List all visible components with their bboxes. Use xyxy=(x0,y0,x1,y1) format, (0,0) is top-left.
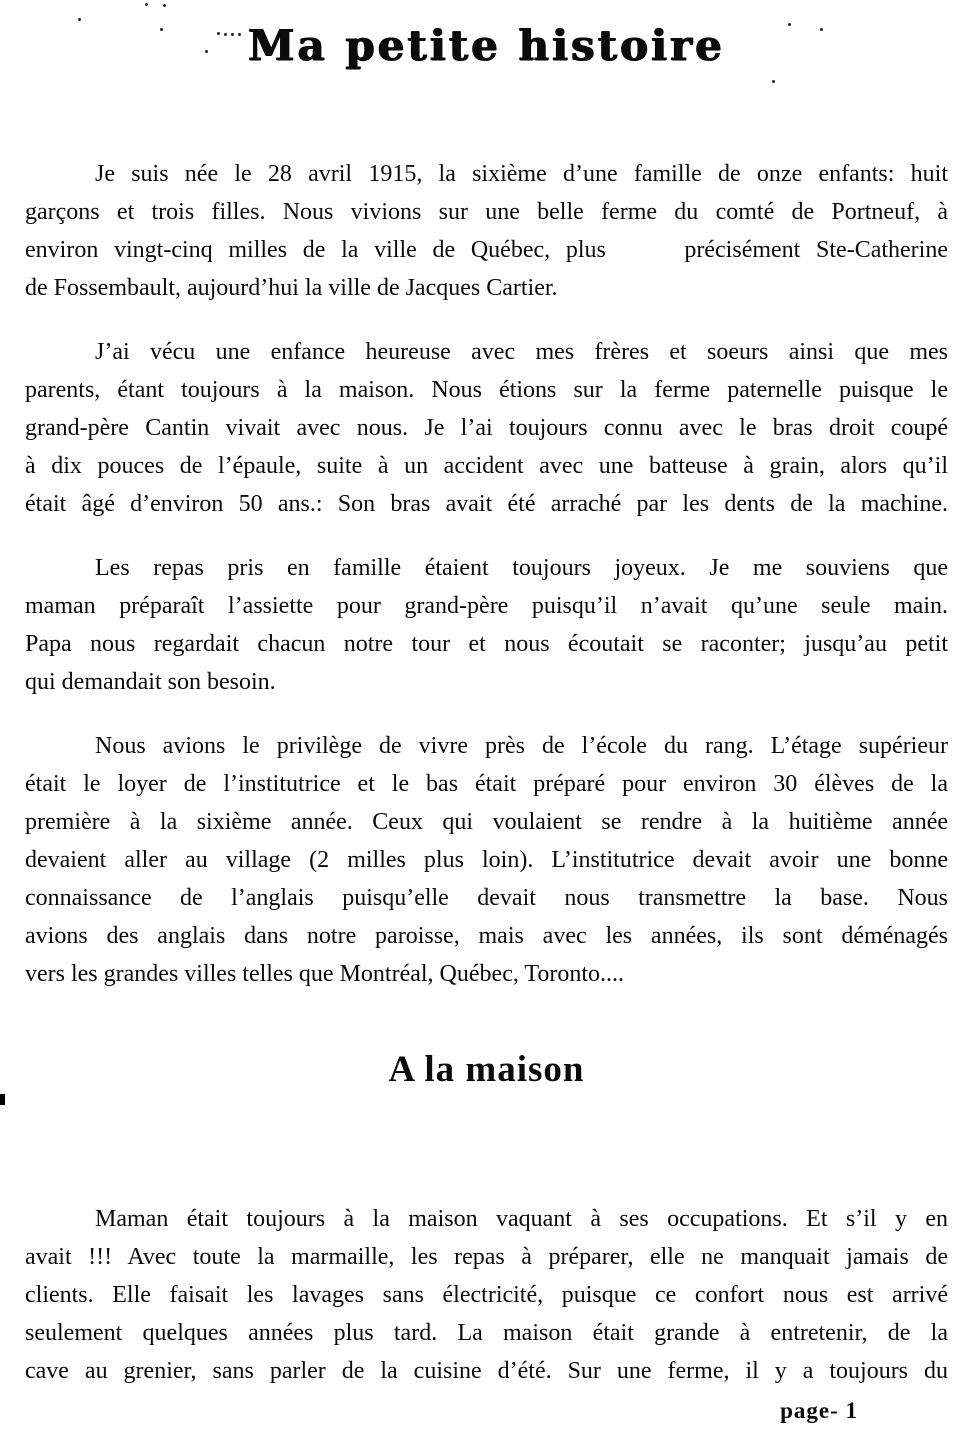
text-line: garçons et trois filles. Nous vivions sur une belle ferme du comté de Portneuf, à xyxy=(25,199,948,225)
page-number: page- 1 xyxy=(780,1398,858,1423)
document-content xyxy=(25,0,948,1416)
text-line: seulement quelques années plus tard. La maison était grande à entretenir, de la xyxy=(25,1320,948,1346)
text-line: qui demandait son besoin. xyxy=(25,669,276,695)
text-line: de Fossembault, aujourd’hui la ville de Jacques Cartier. xyxy=(25,275,558,301)
text-line: première à la sixième année. Ceux qui voulaient se rendre à la huitième année xyxy=(25,809,948,835)
text-line: Je suis née le 28 avril 1915, la sixième d’une famille de onze enfants: huit xyxy=(95,161,948,187)
text-line: grand-père Cantin vivait avec nous. Je l’ai toujours connu avec le bras droit coupé xyxy=(25,415,948,441)
text-line: avait !!! Avec toute la marmaille, les repas à préparer, elle ne manquait jamais de xyxy=(25,1244,948,1270)
section-heading: A la maison xyxy=(388,1049,585,1090)
text-line: environ vingt-cinq milles de la ville de Québec, plus précisément Ste-Catherine xyxy=(25,237,948,263)
text-line: J’ai vécu une enfance heureuse avec mes frères et soeurs ainsi que mes xyxy=(95,339,948,365)
text-line: devaient aller au village (2 milles plus loin). L’institutrice devait avoir une bonne xyxy=(25,847,948,873)
paragraph xyxy=(25,333,948,523)
document-title: Ma petite histoire xyxy=(248,21,725,70)
text-line: Maman était toujours à la maison vaquant à ses occupations. Et s’il y en xyxy=(95,1206,948,1232)
text-line: à dix pouces de l’épaule, suite à un accident avec une batteuse à grain, alors qu’il xyxy=(25,453,948,479)
text-line: vers les grandes villes telles que Montréal, Québec, Toronto.... xyxy=(25,961,625,987)
text-line: cave au grenier, sans parler de la cuisine d’été. Sur une ferme, il y a toujours du xyxy=(25,1358,948,1384)
text-line: Nous avions le privilège de vivre près de l’école du rang. L’étage supérieur xyxy=(95,733,948,759)
text-line: maman préparaît l’assiette pour grand-père puisqu’il n’avait qu’une seule main. xyxy=(25,593,948,619)
text-line: avions des anglais dans notre paroisse, mais avec les années, ils sont déménagés xyxy=(25,923,948,949)
paragraph xyxy=(25,155,948,307)
paragraph xyxy=(25,1200,948,1390)
text-line: Papa nous regardait chacun notre tour et nous écoutait se raconter; jusqu’au petit xyxy=(25,631,948,657)
text-line: parents, étant toujours à la maison. Nous étions sur la ferme paternelle puisque le xyxy=(25,377,948,403)
text-line: était âgé d’environ 50 ans.: Son bras avait été arraché par les dents de la machine. xyxy=(25,491,948,517)
scan-edge-mark xyxy=(0,1094,5,1105)
text-line: connaissance de l’anglais puisqu’elle devait nous transmettre la base. Nous xyxy=(25,885,948,911)
text-line: était le loyer de l’institutrice et le bas était préparé pour environ 30 élèves de la xyxy=(25,771,948,797)
text-line: Les repas pris en famille étaient toujours joyeux. Je me souviens que xyxy=(95,555,948,581)
paragraph xyxy=(25,727,948,993)
paragraph xyxy=(25,549,948,701)
text-line: clients. Elle faisait les lavages sans électricité, puisque ce confort nous est arrivé xyxy=(25,1282,948,1308)
